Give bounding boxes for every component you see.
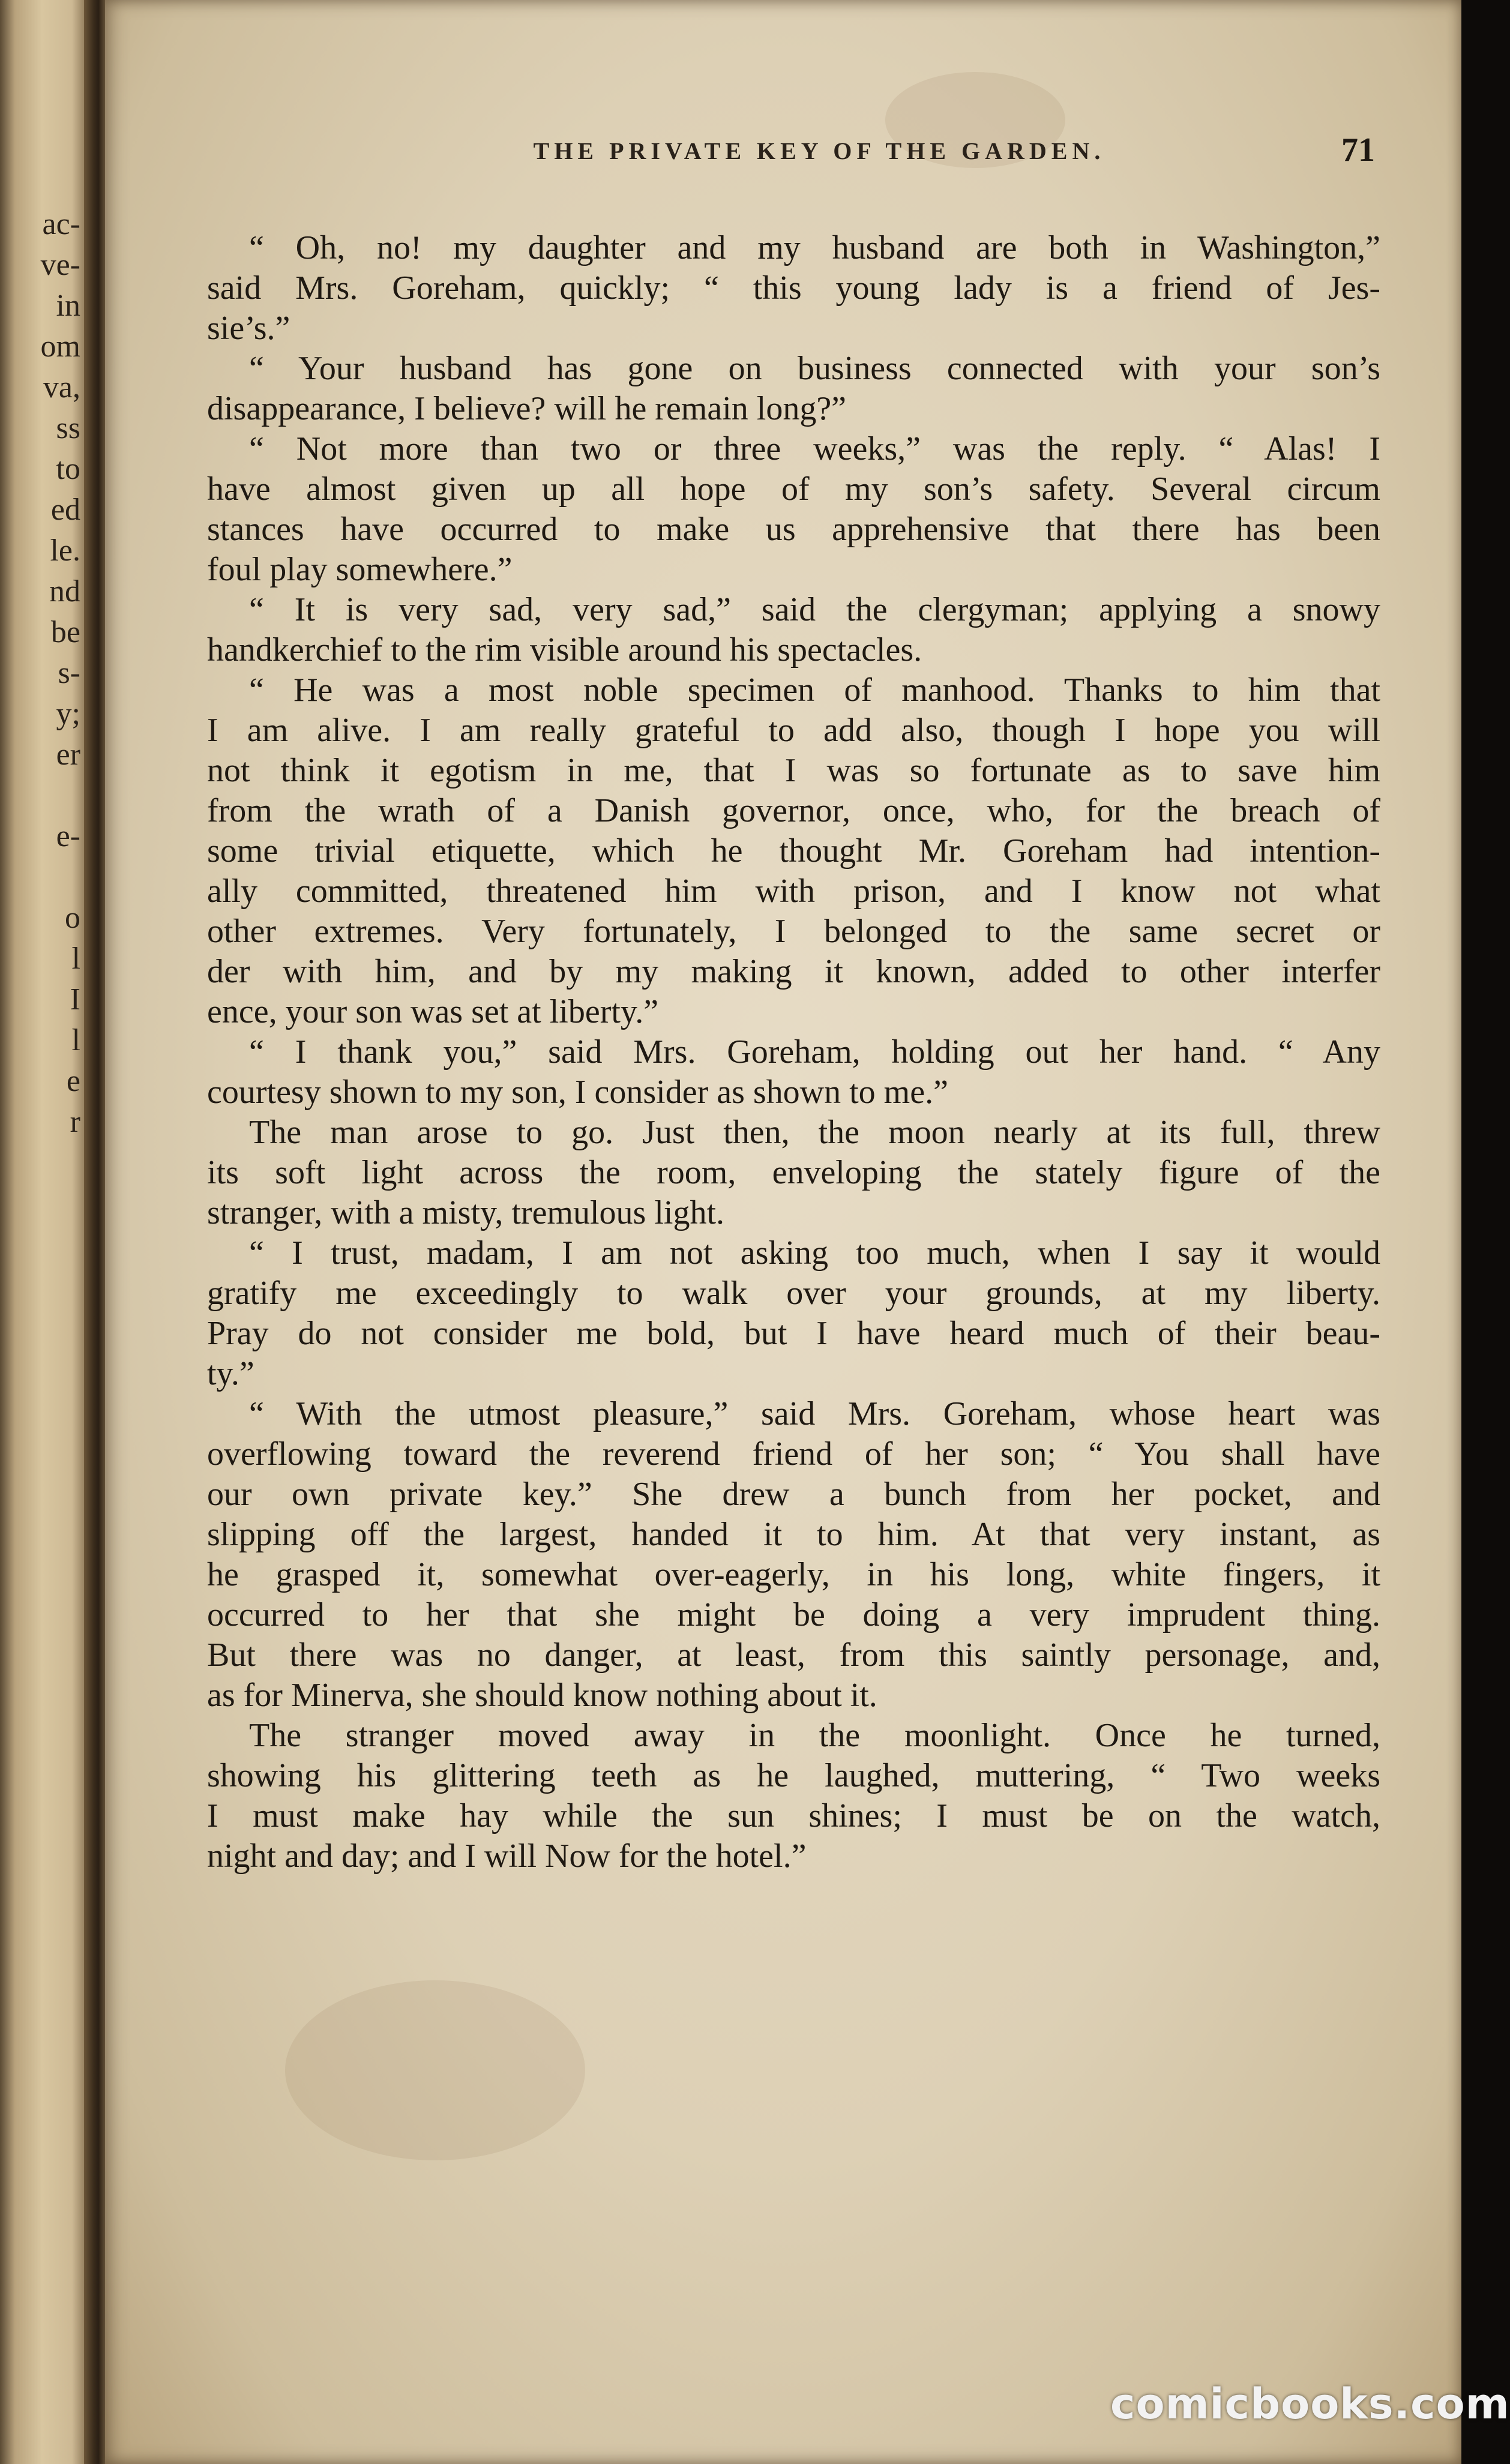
previous-page-fragment: ss bbox=[56, 411, 80, 445]
paper-stain bbox=[285, 1980, 585, 2160]
previous-page-fragment: o bbox=[65, 901, 80, 935]
text-line: “ I trust, madam, I am not asking too much, when I say it would bbox=[249, 1234, 1380, 1272]
text-line: I am alive. I am really grateful to add also, though I hope you will bbox=[207, 712, 1380, 749]
text-line: “ I thank you,” said Mrs. Goreham, holding out her hand. “ Any bbox=[249, 1033, 1380, 1071]
text-line: showing his glittering teeth as he laughed, muttering, “ Two weeks bbox=[207, 1757, 1380, 1794]
previous-page-fragment bbox=[0, 857, 84, 898]
text-line: “ Your husband has gone on business connected with your son’s bbox=[249, 350, 1380, 387]
previous-page-fragment: ac- bbox=[42, 207, 80, 241]
book-spine-gutter bbox=[84, 0, 108, 2464]
previous-page-fragment: r bbox=[70, 1105, 80, 1139]
text-line: stranger, with a misty, tremulous light. bbox=[207, 1194, 725, 1231]
text-line: “ It is very sad, very sad,” said the clergyman; applying a snowy bbox=[249, 591, 1380, 628]
previous-page-fragment: I bbox=[70, 982, 80, 1017]
previous-page-fragment: be bbox=[50, 615, 80, 649]
text-line: its soft light across the room, enveloping the stately figure of the bbox=[207, 1154, 1380, 1191]
previous-page-fragment: l bbox=[71, 942, 80, 976]
text-line: Pray do not consider me bold, but I have heard much of their beau- bbox=[207, 1315, 1380, 1352]
previous-page-fragment: om bbox=[40, 329, 80, 364]
text-line: have almost given up all hope of my son’s safety. Several circum bbox=[207, 470, 1380, 508]
text-line: slipping off the largest, handed it to him. At that very instant, as bbox=[207, 1516, 1380, 1553]
text-line: The man arose to go. Just then, the moon nearly at its full, threw bbox=[249, 1114, 1380, 1151]
text-line: our own private key.” She drew a bunch from her pocket, and bbox=[207, 1476, 1380, 1513]
previous-page-text bbox=[0, 204, 84, 1143]
text-line: der with him, and by my making it known, added to other interfer bbox=[207, 953, 1380, 990]
scanner-backdrop bbox=[1458, 0, 1510, 2464]
text-line: from the wrath of a Danish governor, once, who, for the breach of bbox=[207, 792, 1380, 829]
text-line: ty.” bbox=[207, 1355, 254, 1392]
previous-page-fragment: to bbox=[56, 452, 80, 486]
text-line: I must make hay while the sun shines; I must be on the watch, bbox=[207, 1797, 1380, 1834]
previous-page-fragment: in bbox=[56, 289, 80, 323]
previous-page-fragment: le. bbox=[50, 533, 80, 568]
text-line: gratify me exceedingly to walk over your grounds, at my liberty. bbox=[207, 1275, 1380, 1312]
text-line: night and day; and I will Now for the hotel.” bbox=[207, 1837, 807, 1875]
text-line: stances have occurred to make us apprehensive that there has been bbox=[207, 511, 1380, 548]
text-line: “ Not more than two or three weeks,” was the reply. “ Alas! I bbox=[249, 430, 1380, 467]
text-line: some trivial etiquette, which he thought Mr. Goreham had intention- bbox=[207, 832, 1380, 870]
text-line: as for Minerva, she should know nothing about it. bbox=[207, 1677, 877, 1714]
previous-page-fragment: ve- bbox=[40, 248, 80, 282]
page-body-text bbox=[207, 228, 1380, 1877]
text-line: overflowing toward the reverend friend of her son; “ You shall have bbox=[207, 1435, 1380, 1473]
previous-page-fragment: e- bbox=[56, 819, 80, 853]
previous-page-fragment: e bbox=[66, 1064, 80, 1098]
text-line: disappearance, I believe? will he remain long?” bbox=[207, 390, 847, 427]
text-line: said Mrs. Goreham, quickly; “ this young lady is a friend of Jes- bbox=[207, 269, 1380, 307]
text-line: handkerchief to the rim visible around his spectacles. bbox=[207, 631, 922, 669]
previous-page-fragment: ed bbox=[50, 493, 80, 527]
page-number: 71 bbox=[1341, 131, 1375, 169]
previous-page-fragment: l bbox=[71, 1023, 80, 1057]
text-line: courtesy shown to my son, I consider as shown to me.” bbox=[207, 1074, 948, 1111]
text-line: “ Oh, no! my daughter and my husband are both in Washington,” bbox=[249, 229, 1380, 266]
previous-page-fragment bbox=[0, 775, 84, 816]
text-line: ally committed, threatened him with prison, and I know not what bbox=[207, 873, 1380, 910]
text-line: foul play somewhere.” bbox=[207, 551, 513, 588]
text-line: “ He was a most noble specimen of manhood. Thanks to him that bbox=[249, 672, 1380, 709]
previous-page-fragment: nd bbox=[49, 574, 80, 608]
text-line: “ With the utmost pleasure,” said Mrs. Goreham, whose heart was bbox=[249, 1395, 1380, 1432]
watermark: comicbooks.com bbox=[1110, 2379, 1510, 2429]
text-line: occurred to her that she might be doing a very imprudent thing. bbox=[207, 1596, 1380, 1633]
text-line: not think it egotism in me, that I was so fortunate as to save him bbox=[207, 752, 1380, 789]
text-line: ence, your son was set at liberty.” bbox=[207, 993, 659, 1030]
previous-page-fragment: va, bbox=[43, 370, 80, 404]
text-line: The stranger moved away in the moonlight. Once he turned, bbox=[249, 1717, 1380, 1754]
previous-page-fragment: er bbox=[56, 738, 80, 772]
previous-page-fragment: y; bbox=[56, 697, 80, 731]
text-line: sie’s.” bbox=[207, 310, 290, 347]
text-line: other extremes. Very fortunately, I belonged to the same secret or bbox=[207, 913, 1380, 950]
text-line: he grasped it, somewhat over-eagerly, in his long, white fingers, it bbox=[207, 1556, 1380, 1593]
previous-page-fragment: s- bbox=[58, 656, 80, 690]
text-line: But there was no danger, at least, from this saintly personage, and, bbox=[207, 1636, 1380, 1674]
previous-page-edge bbox=[0, 0, 87, 2464]
running-head: THE PRIVATE KEY OF THE GARDEN. bbox=[533, 137, 1105, 164]
book-page bbox=[105, 0, 1461, 2464]
